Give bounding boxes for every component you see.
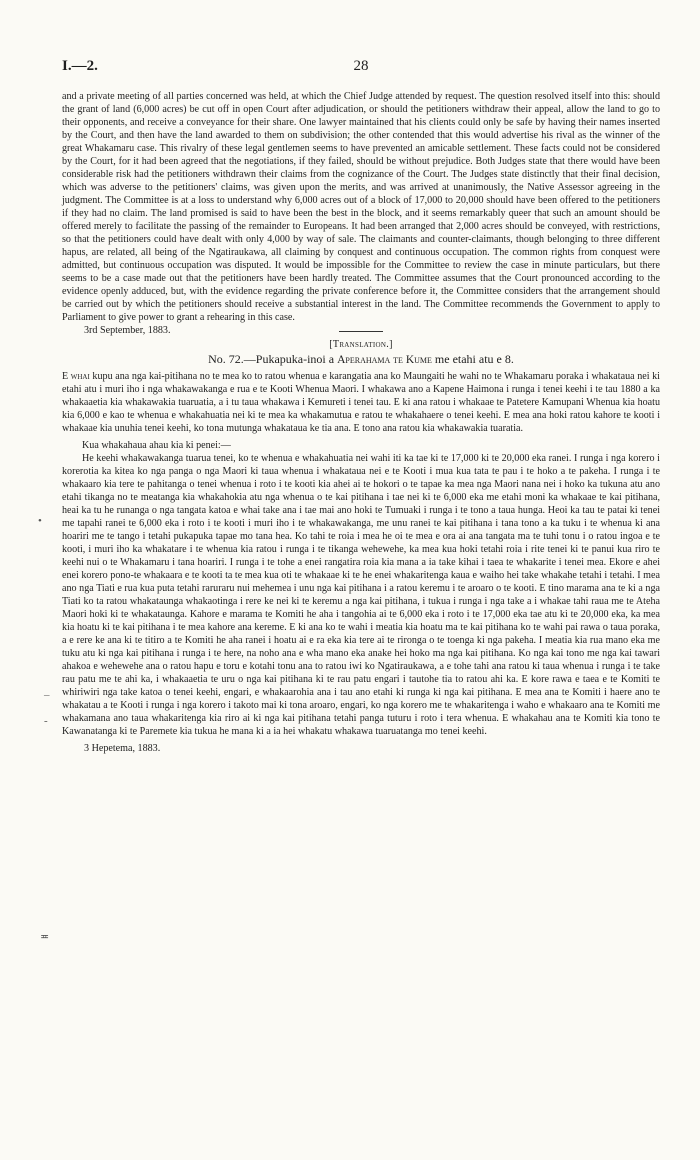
petition-summary bbox=[62, 370, 660, 435]
report-date: 3rd September, 1883. bbox=[84, 325, 171, 336]
petition-title-suffix: me etahi atu e 8. bbox=[434, 352, 514, 366]
page-header bbox=[62, 58, 660, 80]
petition-summary-text: kupu ana nga kai-pitihana no te mea ko to ratou whenua e karangatia ana ko Maungaiti he wahi no te Whakamaru poraka i whakataua nei ki etahi atu i muri iho i nga whakawakanga e rua e te Kooti Whenua Maori. I whakawa ano a Kapene Haimona i runga i tenei keehi i te tau 1880 a ka whakaaetia kia whakawakia tuaruatia, a i tu taua whakawa i Kemureti i tenei tau. E ki ana ratou i whakaae te Patetere Kamupani Whenua kia hoatu kia 6,000 e kao te whenua e whakahuatia nei ki te mea ka whakamutua e ratou te whakahaere o tenei keehi. E mea ana hoki ratou kahore te kooti i whakaae kia unuhia tenei keehi, ko tona mutunga whakataua ke tia ana. E tono ana ratou kia whakawakia tuaratia. bbox=[62, 371, 660, 434]
parliamentary-paper-ref: I.—2. bbox=[62, 58, 98, 74]
translation-heading: [Translation.] bbox=[329, 339, 393, 350]
margin-mark-scribble: ≖ bbox=[40, 931, 50, 943]
section-divider bbox=[339, 331, 383, 332]
maori-report-body: He keehi whakawakanga tuarua tenei, ko te whenua e whakahuatia nei wahi iti ka tae ki te 17,000 ki te 20,000 eka ranei. I runga i nga korero i korerotia ka kitea ko nga panga o nga Maori ki taua whenua i whakataua nei e te Kooti i mua kua tata te pau i te hoko a te pakeha. I runga i te whakaaro kia tere te pahitanga o tenei whenua i roto i te kooti kia ahei ai te hokori o te tapae ka mea nga Maori nana nei i hoko ka tukuna atu ano etahi tikanga no te meatanga kia whakahokia atu nga whenua o te kai pitihana i tae nei ki te 6,000 eka me etahi moni ka whakaae te kai pitihana, heai ka tu he runanga o nga tangata katoa e whai take ana i tae mai ano hoki te Tumuaki i runga i te tono a taua hunga. Heoi ka tau te patai ki tenei me tapahi ranei te 6,000 eka i roto i te kooti i muri iho i te whakawakanga, me unu ranei te kai pitihana i tana tono a ka tuku i te whenua ki ana hoariri me te tango i tetahi pukapuka tapae mo tana hea. Ko tahi te roia i mea he oi te mea e ora ai ana tangata ma te tuhi tonu i o ratou ingoa e te kooti, i muri iho ka whakatare i te whenua kia ratou i runga i te tikanga wehewehe, ka mea kua hoki tetahi roia i rite tenei ki te panui kua riro te keehi nui o te Whakamaru i tana hoariri. I runga i te tohe a enei rangatira roia kia mana a ia take kihai i taea te whakarite i tenei mea. Ekore e ahei enei korero pono-te whakaara e te kooti ta te mea kua oti te whakaae ki te he enei whakaritenga kaua e waiho hei take whakahe tetahi i tetahi. I mea ano nga Tiati e rua kua puta tetahi raruraru nui mehemea i unu nga kai pitihana i a ratou keremu i te aroaro o te kooti. E tino marama ana te ki a nga Tiati ko ta ratou whakataunga whakaotinga i rere ke nei ki te keremu a nga kai pitihana, i tukua i runga i nga take a i whakae tahi raua me te Ateha Maori hoki ki te whakataunga. Kahore e marama te Komiti he aha i tangohia ai te 6,000 eka i roto i te 17,000 eka tae atu ki te 20,000 eka, ka mea kia hoatu ki te kai pitihana i te mea kahore ana kereme. E ki ana ko te wahi i meatia kia hoatu ma te kai pitihana ko te wahi pai rawa o taua poraka, a e rere ke ana ki te titiro a te Komiti he aha ranei i hoatu ai e ra eka kia tere ai te rironga o te toenga ki nga pakeha. I meatia kia rua mano eka me tuku atu ki nga kai pitihana i runga i te here, na noho ana e wha mano eka anake hei hoko ma nga kai pitihana. Ko nga kai tono me nga kai tawari ahakoa e wehewehe ana o ratou hapu e toru e kotahi tonu ana to ratou iwi ko Ngatiraukawa, a e tohe tahi ana ratou ki taua whenua i runga i te take rau patu me te ahi ka, i whakaaetia te uru o nga kai pitihana ki te rau patu engari i tautohe tia to ratou ahi ka. E kore rawa e taea e te Komiti te whiriwiri nga take katoa o tenei keehi, engari, e whakaarohia ana i tau ano etahi ki runga ki nga kai pitihana. E mea ana te Komiti i haere ano te whakatau a te Kooti i runga i nga korero i takoto mai ki tona aroaro, engari, ko nga korero me te whakaritenga i waho e whakaaro ana te Komiti me whakamana ano taua whakaritenga kia riro ai ki nga kai pitihana tetahi panga tuturu i roto i tera whenua. E whakahau ana te Komiti kia tono te Kawanatanga ki te Paremete kia tukua he mana ki a ia hei whakatu whakawa tuaruatanga mo tenei keehi. bbox=[62, 453, 660, 737]
report-intro-line: Kua whakahaua ahau kia ki penei:— bbox=[82, 440, 231, 451]
petition-summary-lead: E whai bbox=[62, 371, 90, 382]
margin-mark-dot: • bbox=[38, 515, 42, 527]
maori-report-date: 3 Hepetema, 1883. bbox=[84, 743, 161, 754]
document-page bbox=[62, 58, 660, 755]
margin-mark-dash: – bbox=[44, 689, 50, 701]
committee-report-paragraph: and a private meeting of all parties concerned was held, at which the Chief Judge attended by request. The question resolved itself into this: should the grant of land (6,000 acres) be cut off in open Court after adjudication, or should the petitioners withdraw their appeal, allow the land to go to their opponents, and receive a conveyance for their share. One lawyer maintained that his clients could only be safe by having their names inserted by the Court, and then have the land awarded to them on subdivision; the other contended that this would advertise his rival as the winner of the great Whakamaru case. This rivalry of these legal gentlemen seems to have prevented an amicable settlement. These facts could not be considered by the Court, for it had been agreed that the negotiations, if they failed, should be without prejudice. Both Judges state that there would have been considerable risk had the petitioners withdrawn their claims from the cognizance of the Court. The Judges state distinctly that their final decision, which was adverse to the petitioners' claims, was given upon the merits, and was arrived at unanimously, the Native Assessor agreeing in the judgment. The Committee is at a loss to understand why 6,000 acres out of a block of 17,000 to 20,000 should have been offered to the petitioners if they had no claim. The land promised is said to have been the best in the block, and it seems remarkably queer that such an amount should be offered merely to facilitate the passing of the remainder to Europeans. It had been arranged that 2,000 acres should be conveyed, with restrictions, so that the petitioners could have dealt with only 4,000 by way of sale. The claimants and counter-claimants, though belonging to three different hapus, are related, all being of the Ngatiraukawa, all claiming by conquest and continuous occupation. The common rights from conquest were admitted, but continuous occupation was disputed. It would be impossible for the Committee to review the case in minute particulars, but there seems to be a case made out that the petitioners have been hardly treated. The Committee assumes that the Court pronounced according to the evidence openly adduced, but, with the evidence regarding the private conference before it, the Committee considers that the arrangement should be carried out by which the petitioners should receive a substantial interest in the land. The Committee recommends the Government to apply to Parliament to give power to grant a rehearing in this case. bbox=[62, 91, 660, 323]
petitioner-name: Aperahama te Kume bbox=[337, 354, 432, 366]
page-number: 28 bbox=[353, 58, 369, 74]
margin-mark-dash: - bbox=[44, 715, 48, 727]
petition-title bbox=[62, 352, 660, 367]
petition-title-prefix: No. 72.—Pukapuka-inoi a bbox=[208, 352, 335, 366]
